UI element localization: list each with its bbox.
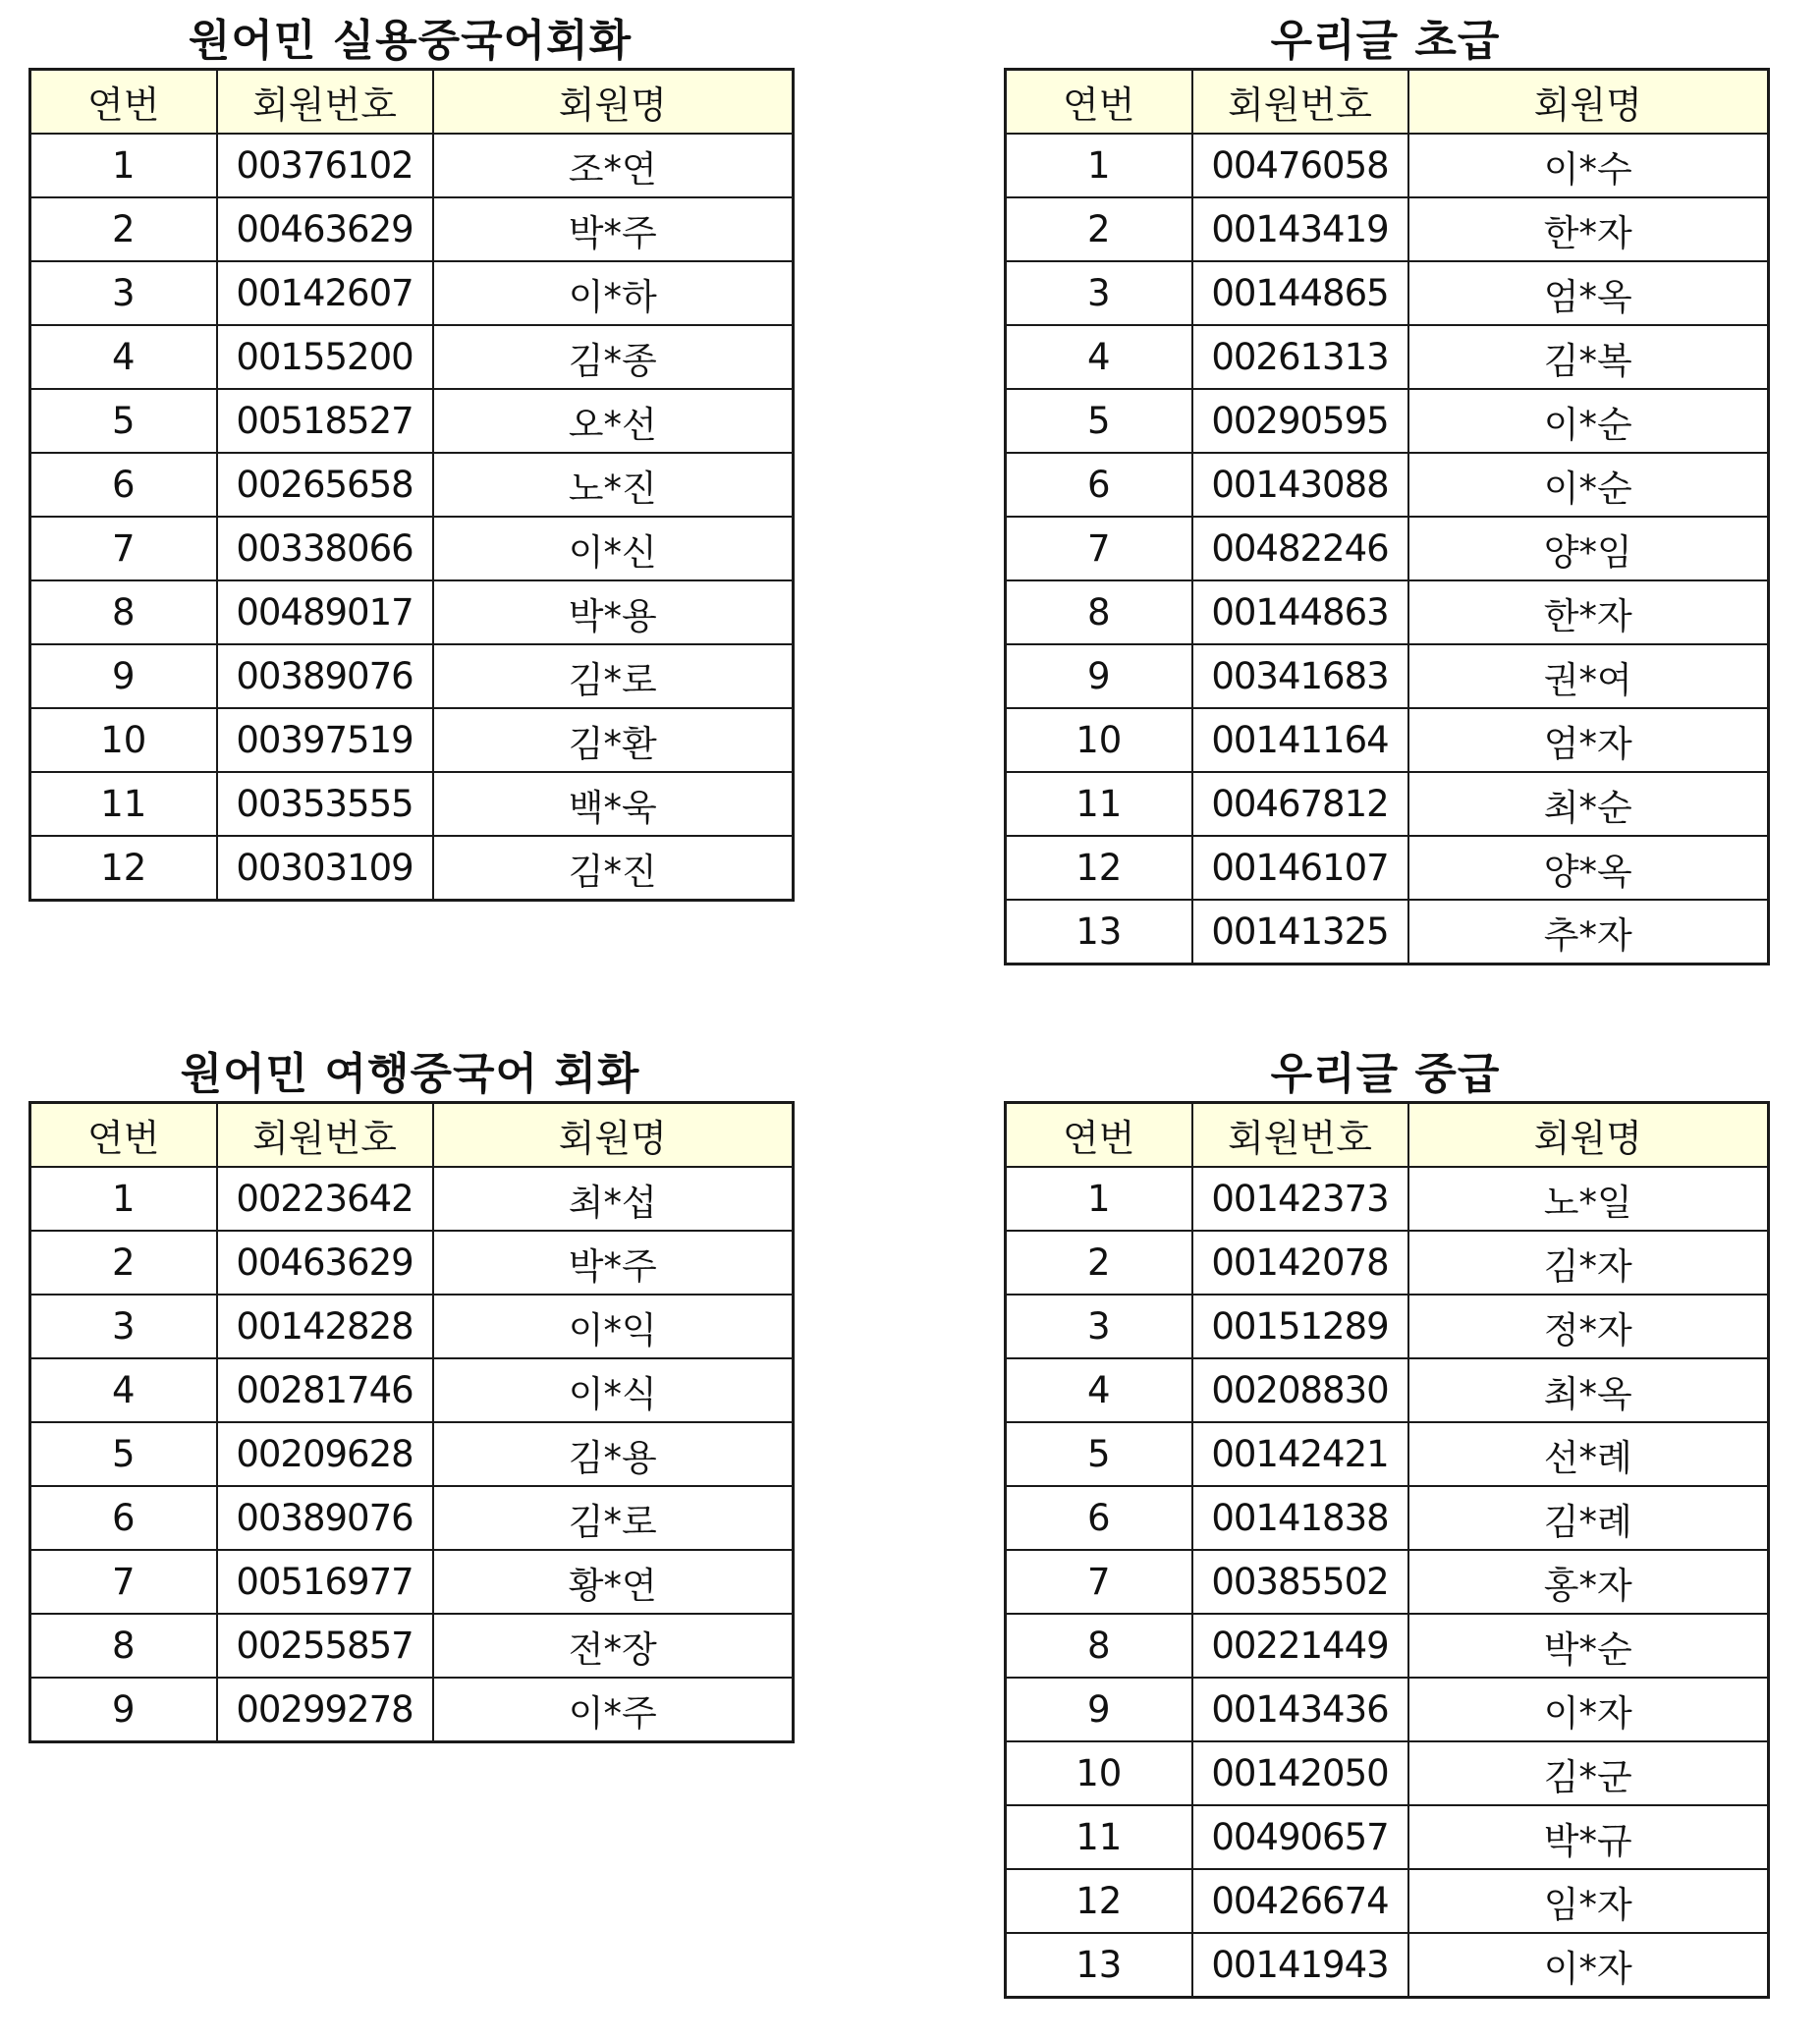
cell-member-name: 엄*자 xyxy=(1408,708,1769,772)
cell-member-no: 00142421 xyxy=(1192,1422,1408,1486)
header-row xyxy=(30,1103,794,1168)
cell-seq: 13 xyxy=(1006,1933,1192,1998)
cell-member-name: 이*하 xyxy=(433,261,794,325)
block-title: 우리글 중급 xyxy=(1270,1049,1501,1099)
roster-block-travel-chinese xyxy=(28,1047,792,1743)
cell-seq: 6 xyxy=(1006,1486,1192,1550)
cell-seq: 7 xyxy=(1006,517,1192,580)
header-member-no: 회원번호 xyxy=(1192,1103,1408,1168)
cell-seq: 3 xyxy=(1006,261,1192,325)
cell-member-name: 김*종 xyxy=(433,325,794,389)
cell-seq: 3 xyxy=(1006,1295,1192,1358)
cell-seq: 2 xyxy=(30,1231,217,1295)
table-row xyxy=(1006,1486,1769,1550)
table-row xyxy=(1006,197,1769,261)
cell-member-name: 홍*자 xyxy=(1408,1550,1769,1614)
cell-seq: 8 xyxy=(30,1614,217,1678)
cell-seq: 1 xyxy=(30,134,217,197)
cell-member-name: 정*자 xyxy=(1408,1295,1769,1358)
cell-seq: 11 xyxy=(30,772,217,836)
cell-member-no: 00389076 xyxy=(217,644,433,708)
cell-seq: 7 xyxy=(1006,1550,1192,1614)
table-row xyxy=(30,1678,794,1742)
cell-member-no: 00261313 xyxy=(1192,325,1408,389)
cell-seq: 2 xyxy=(30,197,217,261)
cell-member-name: 김*진 xyxy=(433,836,794,901)
cell-member-name: 선*례 xyxy=(1408,1422,1769,1486)
roster-table xyxy=(28,1101,795,1743)
cell-seq: 2 xyxy=(1006,197,1192,261)
cell-member-name: 한*자 xyxy=(1408,197,1769,261)
header-seq: 연번 xyxy=(30,70,217,135)
cell-member-no: 00303109 xyxy=(217,836,433,901)
cell-seq: 6 xyxy=(1006,453,1192,517)
table-row xyxy=(30,1550,794,1614)
cell-member-no: 00338066 xyxy=(217,517,433,580)
cell-member-no: 00151289 xyxy=(1192,1295,1408,1358)
cell-member-no: 00290595 xyxy=(1192,389,1408,453)
table-row xyxy=(30,708,794,772)
roster-block-korean-beginner xyxy=(1004,14,1767,965)
cell-member-no: 00467812 xyxy=(1192,772,1408,836)
cell-member-no: 00389076 xyxy=(217,1486,433,1550)
block-title: 우리글 초급 xyxy=(1270,16,1501,66)
cell-seq: 8 xyxy=(1006,580,1192,644)
cell-member-name: 박*규 xyxy=(1408,1805,1769,1869)
block-title: 원어민 여행중국어 회화 xyxy=(180,1049,640,1099)
cell-member-no: 00490657 xyxy=(1192,1805,1408,1869)
header-member-name: 회원명 xyxy=(433,1103,794,1168)
cell-seq: 1 xyxy=(30,1167,217,1231)
table-row xyxy=(1006,1422,1769,1486)
cell-member-no: 00143088 xyxy=(1192,453,1408,517)
cell-member-no: 00489017 xyxy=(217,580,433,644)
cell-seq: 10 xyxy=(30,708,217,772)
cell-member-name: 이*순 xyxy=(1408,389,1769,453)
table-row xyxy=(1006,389,1769,453)
cell-seq: 4 xyxy=(1006,325,1192,389)
table-row xyxy=(1006,708,1769,772)
cell-member-no: 00223642 xyxy=(217,1167,433,1231)
cell-seq: 1 xyxy=(1006,1167,1192,1231)
cell-member-no: 00141838 xyxy=(1192,1486,1408,1550)
table-row xyxy=(30,325,794,389)
cell-member-name: 노*진 xyxy=(433,453,794,517)
cell-member-no: 00463629 xyxy=(217,197,433,261)
cell-seq: 9 xyxy=(30,644,217,708)
cell-member-name: 조*연 xyxy=(433,134,794,197)
cell-member-name: 이*수 xyxy=(1408,134,1769,197)
cell-member-no: 00482246 xyxy=(1192,517,1408,580)
cell-member-name: 황*연 xyxy=(433,1550,794,1614)
cell-member-name: 이*신 xyxy=(433,517,794,580)
header-seq: 연번 xyxy=(1006,70,1192,135)
cell-member-name: 한*자 xyxy=(1408,580,1769,644)
cell-member-no: 00341683 xyxy=(1192,644,1408,708)
table-row xyxy=(1006,1933,1769,1998)
block-title: 원어민 실용중국어회화 xyxy=(188,16,633,66)
cell-seq: 8 xyxy=(30,580,217,644)
cell-seq: 5 xyxy=(1006,389,1192,453)
cell-member-name: 양*옥 xyxy=(1408,836,1769,900)
cell-member-name: 오*선 xyxy=(433,389,794,453)
cell-seq: 5 xyxy=(1006,1422,1192,1486)
table-row xyxy=(1006,134,1769,197)
cell-member-no: 00516977 xyxy=(217,1550,433,1614)
cell-member-name: 김*자 xyxy=(1408,1231,1769,1295)
cell-seq: 4 xyxy=(1006,1358,1192,1422)
cell-member-no: 00143419 xyxy=(1192,197,1408,261)
header-member-name: 회원명 xyxy=(1408,1103,1769,1168)
cell-member-name: 김*군 xyxy=(1408,1741,1769,1805)
cell-member-no: 00221449 xyxy=(1192,1614,1408,1678)
header-row xyxy=(1006,70,1769,135)
cell-member-no: 00299278 xyxy=(217,1678,433,1742)
table-row xyxy=(1006,900,1769,965)
cell-member-no: 00376102 xyxy=(217,134,433,197)
cell-seq: 9 xyxy=(1006,1678,1192,1741)
table-row xyxy=(30,836,794,901)
cell-member-name: 양*임 xyxy=(1408,517,1769,580)
cell-seq: 13 xyxy=(1006,900,1192,965)
cell-member-no: 00141325 xyxy=(1192,900,1408,965)
table-row xyxy=(1006,772,1769,836)
cell-member-no: 00476058 xyxy=(1192,134,1408,197)
cell-seq: 4 xyxy=(30,325,217,389)
table-row xyxy=(30,1422,794,1486)
table-row xyxy=(1006,644,1769,708)
cell-seq: 6 xyxy=(30,453,217,517)
cell-member-name: 최*순 xyxy=(1408,772,1769,836)
cell-member-no: 00209628 xyxy=(217,1422,433,1486)
cell-member-no: 00142078 xyxy=(1192,1231,1408,1295)
cell-member-no: 00141164 xyxy=(1192,708,1408,772)
cell-member-no: 00144863 xyxy=(1192,580,1408,644)
header-member-name: 회원명 xyxy=(1408,70,1769,135)
table-row xyxy=(1006,1869,1769,1933)
table-row xyxy=(1006,1741,1769,1805)
cell-seq: 9 xyxy=(30,1678,217,1742)
cell-seq: 11 xyxy=(1006,772,1192,836)
cell-member-no: 00353555 xyxy=(217,772,433,836)
table-row xyxy=(1006,1805,1769,1869)
cell-member-name: 김*용 xyxy=(433,1422,794,1486)
cell-member-name: 박*순 xyxy=(1408,1614,1769,1678)
table-row xyxy=(30,1231,794,1295)
table-row xyxy=(1006,1167,1769,1231)
cell-seq: 12 xyxy=(1006,1869,1192,1933)
table-row xyxy=(30,1614,794,1678)
table-row xyxy=(30,197,794,261)
cell-seq: 7 xyxy=(30,1550,217,1614)
header-member-name: 회원명 xyxy=(433,70,794,135)
cell-seq: 5 xyxy=(30,1422,217,1486)
table-row xyxy=(1006,1358,1769,1422)
table-row xyxy=(1006,325,1769,389)
roster-block-korean-intermediate xyxy=(1004,1047,1767,1999)
roster-block-practical-chinese xyxy=(28,14,792,902)
cell-member-no: 00255857 xyxy=(217,1614,433,1678)
cell-seq: 11 xyxy=(1006,1805,1192,1869)
cell-member-name: 박*용 xyxy=(433,580,794,644)
table-row xyxy=(1006,1614,1769,1678)
cell-member-no: 00146107 xyxy=(1192,836,1408,900)
cell-seq: 4 xyxy=(30,1358,217,1422)
cell-member-name: 노*일 xyxy=(1408,1167,1769,1231)
table-row xyxy=(1006,580,1769,644)
cell-seq: 12 xyxy=(1006,836,1192,900)
cell-member-no: 00397519 xyxy=(217,708,433,772)
cell-member-name: 이*식 xyxy=(433,1358,794,1422)
cell-seq: 5 xyxy=(30,389,217,453)
cell-seq: 3 xyxy=(30,1295,217,1358)
cell-seq: 3 xyxy=(30,261,217,325)
cell-member-name: 이*익 xyxy=(433,1295,794,1358)
cell-member-name: 이*순 xyxy=(1408,453,1769,517)
cell-member-no: 00208830 xyxy=(1192,1358,1408,1422)
header-member-no: 회원번호 xyxy=(1192,70,1408,135)
table-row xyxy=(30,1358,794,1422)
cell-member-name: 박*주 xyxy=(433,197,794,261)
cell-member-no: 00518527 xyxy=(217,389,433,453)
cell-member-name: 김*로 xyxy=(433,644,794,708)
cell-member-name: 이*자 xyxy=(1408,1933,1769,1998)
cell-member-name: 추*자 xyxy=(1408,900,1769,965)
table-row xyxy=(30,1167,794,1231)
cell-member-no: 00281746 xyxy=(217,1358,433,1422)
roster-table xyxy=(28,68,795,902)
header-member-no: 회원번호 xyxy=(217,70,433,135)
roster-table xyxy=(1004,1101,1770,1999)
cell-seq: 7 xyxy=(30,517,217,580)
cell-member-no: 00426674 xyxy=(1192,1869,1408,1933)
cell-member-name: 이*주 xyxy=(433,1678,794,1742)
cell-member-name: 임*자 xyxy=(1408,1869,1769,1933)
cell-member-no: 00155200 xyxy=(217,325,433,389)
cell-member-no: 00142050 xyxy=(1192,1741,1408,1805)
cell-seq: 9 xyxy=(1006,644,1192,708)
cell-member-name: 김*례 xyxy=(1408,1486,1769,1550)
table-row xyxy=(30,1295,794,1358)
table-row xyxy=(30,1486,794,1550)
cell-seq: 10 xyxy=(1006,708,1192,772)
header-seq: 연번 xyxy=(1006,1103,1192,1168)
table-row xyxy=(30,389,794,453)
table-row xyxy=(1006,1678,1769,1741)
cell-seq: 6 xyxy=(30,1486,217,1550)
table-row xyxy=(1006,1231,1769,1295)
cell-seq: 10 xyxy=(1006,1741,1192,1805)
cell-seq: 2 xyxy=(1006,1231,1192,1295)
header-member-no: 회원번호 xyxy=(217,1103,433,1168)
cell-member-no: 00463629 xyxy=(217,1231,433,1295)
table-row xyxy=(1006,1295,1769,1358)
header-seq: 연번 xyxy=(30,1103,217,1168)
header-row xyxy=(1006,1103,1769,1168)
cell-member-name: 전*장 xyxy=(433,1614,794,1678)
table-row xyxy=(1006,261,1769,325)
header-row xyxy=(30,70,794,135)
cell-seq: 12 xyxy=(30,836,217,901)
cell-member-no: 00265658 xyxy=(217,453,433,517)
table-row xyxy=(30,261,794,325)
cell-seq: 1 xyxy=(1006,134,1192,197)
cell-member-name: 최*섭 xyxy=(433,1167,794,1231)
table-row xyxy=(30,772,794,836)
table-row xyxy=(30,134,794,197)
cell-member-no: 00385502 xyxy=(1192,1550,1408,1614)
cell-member-name: 엄*옥 xyxy=(1408,261,1769,325)
table-row xyxy=(30,644,794,708)
cell-member-name: 최*옥 xyxy=(1408,1358,1769,1422)
table-row xyxy=(1006,453,1769,517)
cell-member-name: 백*욱 xyxy=(433,772,794,836)
cell-seq: 8 xyxy=(1006,1614,1192,1678)
roster-table xyxy=(1004,68,1770,965)
cell-member-name: 김*로 xyxy=(433,1486,794,1550)
cell-member-no: 00144865 xyxy=(1192,261,1408,325)
table-row xyxy=(1006,1550,1769,1614)
cell-member-no: 00142607 xyxy=(217,261,433,325)
cell-member-no: 00143436 xyxy=(1192,1678,1408,1741)
cell-member-no: 00142373 xyxy=(1192,1167,1408,1231)
table-row xyxy=(30,517,794,580)
cell-member-no: 00142828 xyxy=(217,1295,433,1358)
cell-member-name: 김*환 xyxy=(433,708,794,772)
table-row xyxy=(1006,517,1769,580)
cell-member-name: 박*주 xyxy=(433,1231,794,1295)
table-row xyxy=(1006,836,1769,900)
table-row xyxy=(30,580,794,644)
cell-member-no: 00141943 xyxy=(1192,1933,1408,1998)
cell-member-name: 권*여 xyxy=(1408,644,1769,708)
cell-member-name: 이*자 xyxy=(1408,1678,1769,1741)
cell-member-name: 김*복 xyxy=(1408,325,1769,389)
table-row xyxy=(30,453,794,517)
